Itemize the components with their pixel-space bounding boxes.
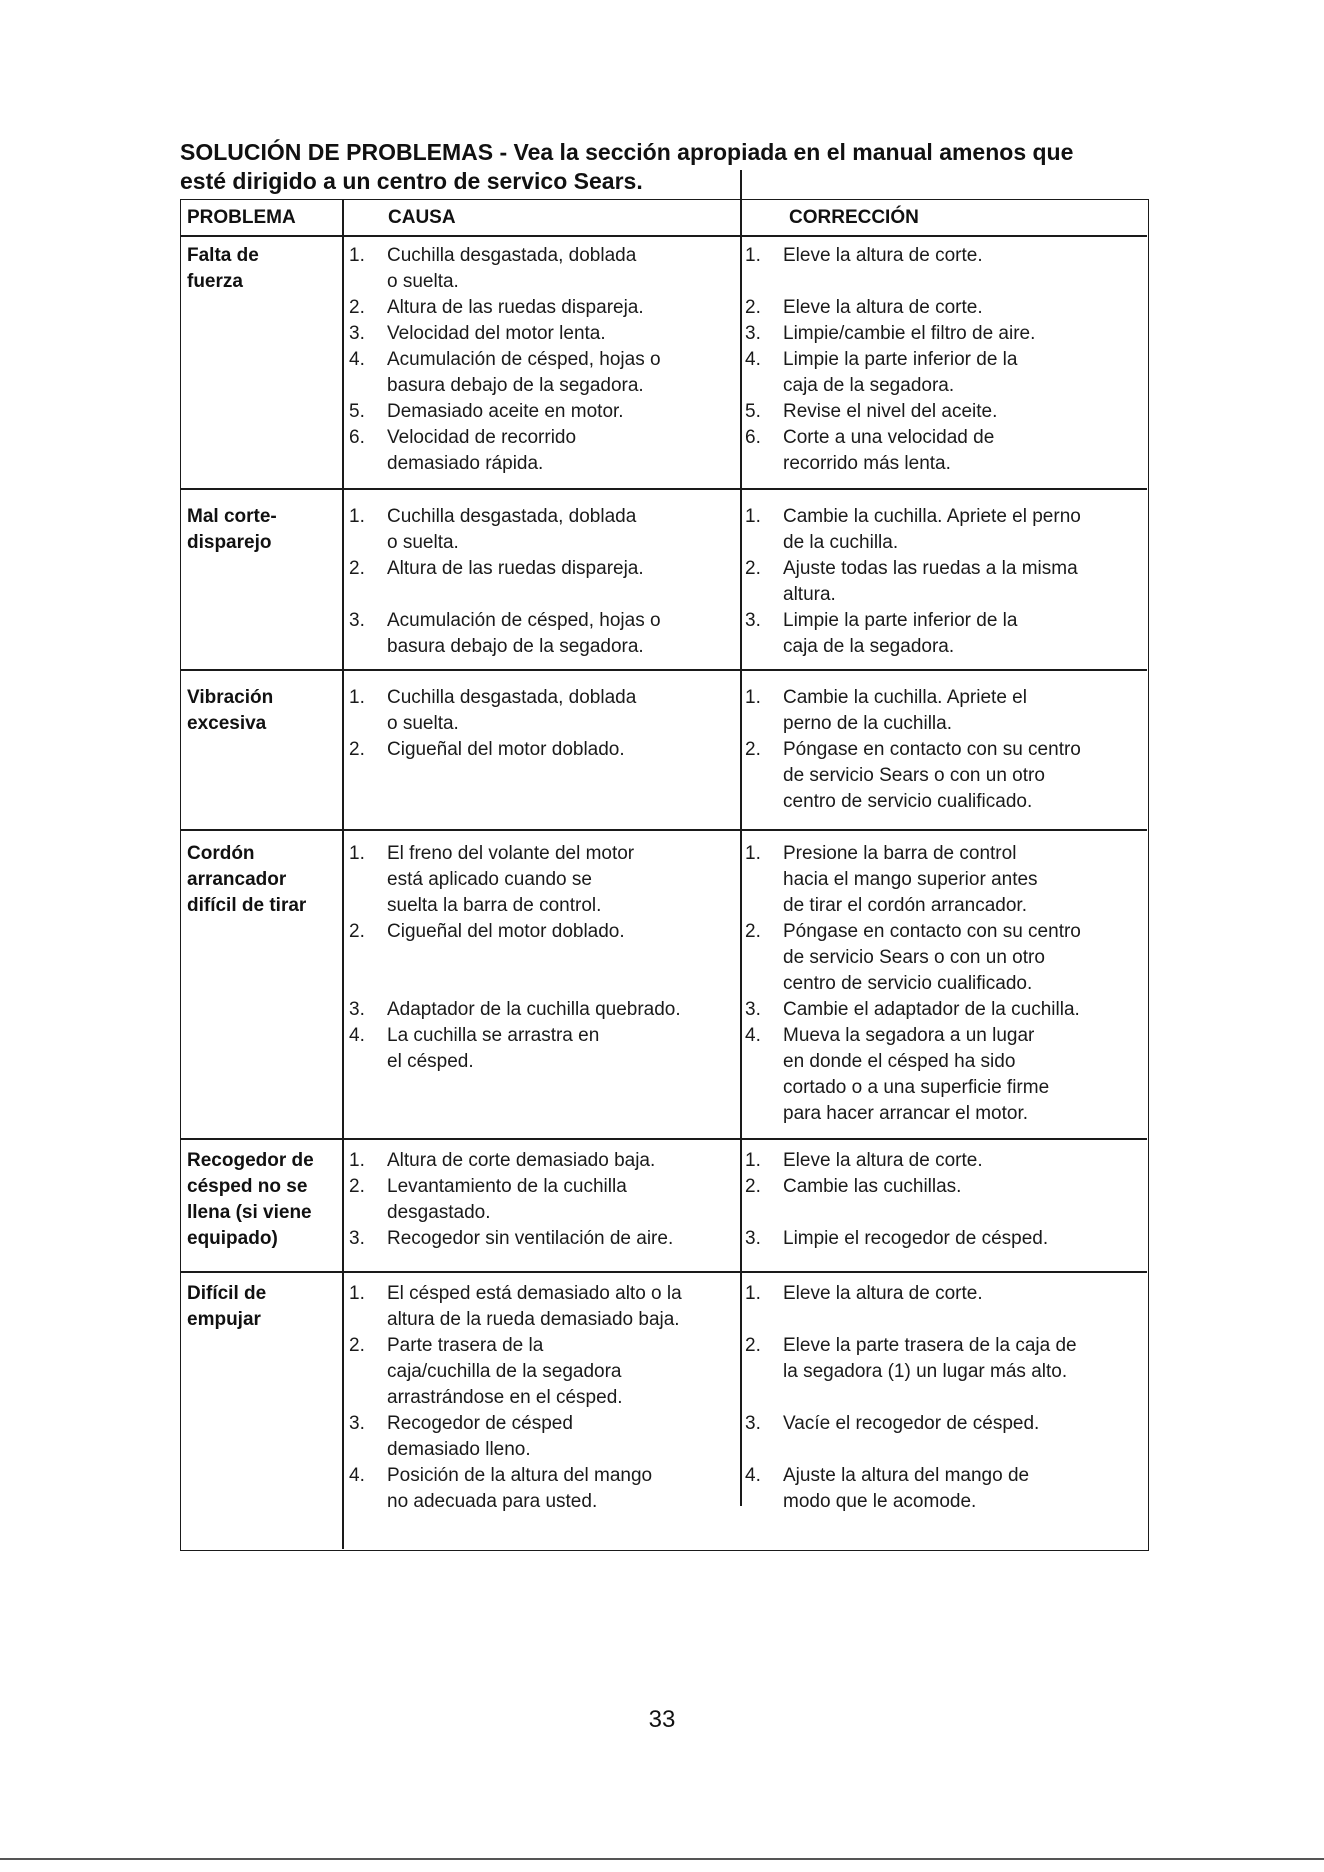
row-divider [181,488,1147,490]
problem-label-line: Recogedor de [187,1150,314,1171]
row-divider [181,1271,1147,1273]
problem-label [187,841,342,919]
problem-label-line: Cordón [187,843,255,864]
row-divider [181,1138,1147,1140]
column-divider-problem [342,200,344,1549]
problem-label-line: excesiva [187,713,267,734]
problem-label [187,1281,342,1333]
problem-label-line: llena (si viene [187,1202,312,1223]
heading-line-1: SOLUCIÓN DE PROBLEMAS - Vea la sección apropiada en el manual amenos que [180,139,1074,165]
problem-label-line: fuerza [187,271,243,292]
problem-label [187,504,342,556]
row-divider [181,829,1147,831]
problem-label-line: Falta de [187,245,259,266]
problem-label-line: Vibración [187,687,274,708]
problem-label-line: Difícil de [187,1283,267,1304]
problem-label-line: empujar [187,1309,261,1330]
problem-label-line: disparejo [187,532,272,553]
problem-label-line: difícil de tirar [187,895,307,916]
header-correction: CORRECCIÓN [789,207,919,228]
problem-label [187,685,342,737]
problem-label [187,1148,342,1252]
row-divider [181,669,1147,671]
page-heading [180,138,1180,196]
troubleshooting-table: PROBLEMA CAUSA CORRECCIÓN Falta de fuerza 1. Cuchilla desgastada, doblada o suelta. 2. Altura de las ruedas dispareja. 3. Velocidad del motor lenta. 4. Acumulación de césped, hojas o basura debajo de la segadora. 5. Demasiado aceite en motor. 6. Velocidad de recorrido demasiado rápida. 1. Eleve la altura de corte. 2. Eleve la altura de corte. 3. Limpie/cambie el filtro de aire. 4. Limpie la parte inferior de la caja de la segadora. 5. Revise el nivel del aceite. 6. Corte a una velocidad de recorrido más lenta. Mal corte- disparejo 1. Cuchilla desgastada, doblada o suelta. 2. Altura de las ruedas dispareja. 3. Acumulación de césped, hojas o basura debajo de la segadora. 1. Cambie la cuchilla. Apriete el perno de la cuchilla. 2. Ajuste todas las ruedas a la misma altura. 3. Limpie la parte inferior de la caja de la segadora. Vibración excesiva 1. Cuchilla desgastada, doblada o suelta. 2. Cigueñal del motor doblado. 1. Cambie la cuchilla. Apriete el perno de la cuchilla. 2. Póngase en contacto con su centro de servicio Sears o con un otro centro de servicio cualificado. Cordón arrancador difícil de tirar 1. El freno del volante del motor está aplicado cuando se suelta la barra de control. 2. Cigueñal del motor doblado. 3. Adaptador de la cuchilla quebrado. 4. La cuchilla se arrastra en el césped. 1. Presione la barra de control hacia el mango superior antes de tirar el cordón arrancador. 2. Póngase en contacto con su centro de servicio Sears o con un otro centro de servicio cualificado. 3. Cambie el adaptador de la cuchilla. 4. Mueva la segadora a un lugar en donde el césped ha sido cortado o a una superficie firme para hacer arrancar el motor. Recogedor de césped no se llena (si viene equipado) 1. Altura de corte demasiado baja. 2. Levantamiento de la cuchilla desgastado. 3. Recogedor sin ventilación de aire. 1. Eleve la altura de corte. 2. Cambie las cuchillas. 3. Limpie el recogedor de césped. Difícil de empujar 1. El césped está demasiado alto o la altura de la rueda demasiado baja. 2. Parte trasera de la caja/cuchilla de la segadora arrastrándose en el césped. 3. Recogedor de césped demasiado lleno. 4. Posición de la altura del mango no adecuada para usted. 1. Eleve la altura de corte. 2. Eleve la parte trasera de la caja de la segadora (1) un lugar más alto. 3. Vacíe el recogedor de césped. 4. Ajuste la altura del mango de modo que le acomode. [180,199,1149,1551]
column-divider-cause [740,170,742,1506]
problem-label-line: equipado) [187,1228,278,1249]
header-divider [181,235,1147,237]
heading-line-2: esté dirigido a un centro de servico Sears. [180,168,643,194]
problem-label-line: arrancador [187,869,287,890]
header-cause: CAUSA [388,207,456,228]
page-bottom-edge [0,1858,1324,1860]
problem-label-line: césped no se [187,1176,308,1197]
problem-label [187,243,342,295]
page-number: 33 [648,1706,676,1733]
header-problem: PROBLEMA [187,207,296,228]
problem-label-line: Mal corte- [187,506,277,527]
